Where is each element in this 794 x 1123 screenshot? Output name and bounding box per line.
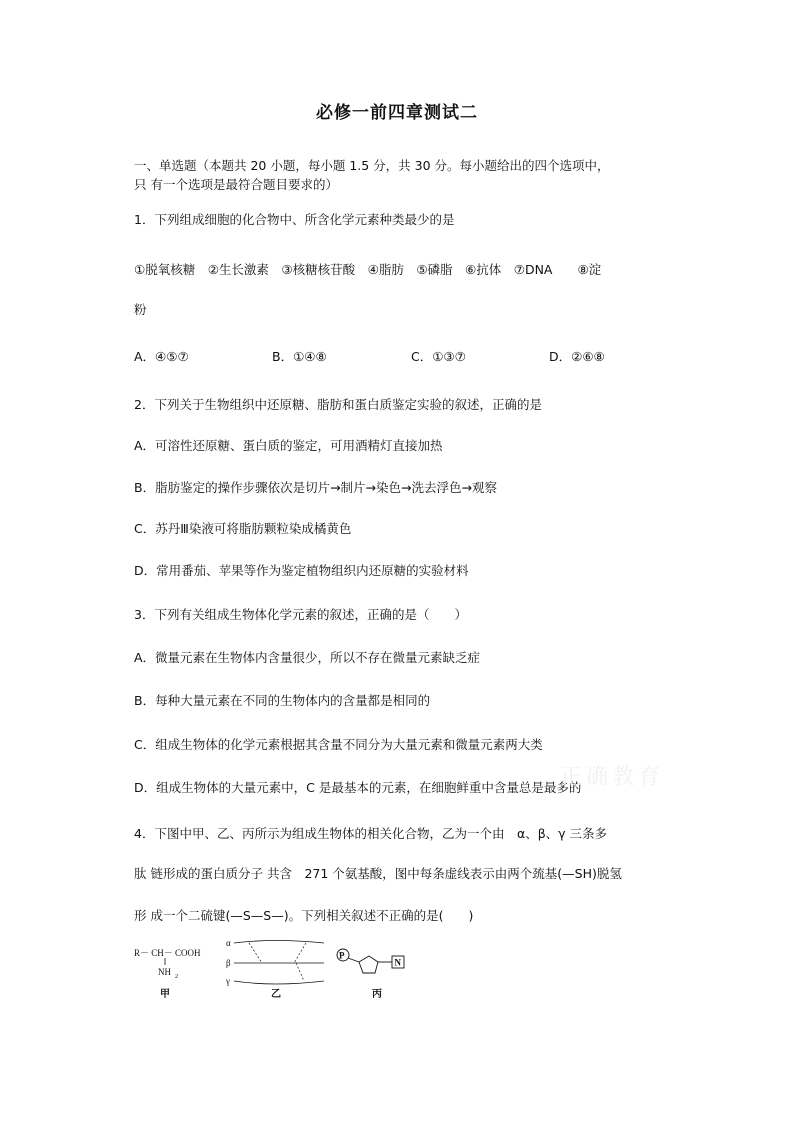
- jia-subscript: 2: [175, 974, 178, 980]
- q3-option-d: D．组成生物体的大量元素中，C 是最基本的元素，在细胞鲜重中含量总是最多的: [134, 780, 582, 795]
- yi-gamma-chain: [234, 981, 324, 984]
- figure-yi: [225, 938, 324, 1000]
- q4-stem-line3: 形 成一个二硫键(—S—S—)。下列相关叙述不正确的是( ): [134, 908, 474, 923]
- q1-stem: 1．下列组成细胞的化合物中、所含化学元素种类最少的是: [134, 212, 455, 227]
- q1-option-a: A．④⑤⑦: [134, 349, 189, 364]
- q4-stem-line2: 肽 链形成的蛋白质分子 共含 271 个氨基酸，图中每条虚线表示由两个巯基(—SH)脱氢: [134, 866, 622, 881]
- page-title: 必修一前四章测试二: [316, 103, 478, 123]
- section-header-line1: 一、单选题（本题共 20 小题，每小题 1.5 分，共 30 分。每小题给出的四个选项中，: [134, 158, 610, 173]
- yi-disulfide-bond: [296, 963, 304, 981]
- watermark: 正确教育: [560, 765, 665, 790]
- q2-stem: 2．下列关于生物组织中还原糖、脂肪和蛋白质鉴定实验的叙述，正确的是: [134, 397, 542, 412]
- jia-formula-bottom: NH: [158, 967, 171, 977]
- jia-label: 甲: [160, 989, 170, 1000]
- yi-beta-label: β: [226, 958, 231, 968]
- jia-formula-top: R－ CH－ COOH: [134, 948, 201, 958]
- bing-base-label: N: [394, 957, 401, 968]
- q3-option-a: A．微量元素在生物体内含量很少，所以不存在微量元素缺乏症: [134, 650, 481, 665]
- q2-option-a: A．可溶性还原糖、蛋白质的鉴定，可用酒精灯直接加热: [134, 438, 443, 453]
- yi-disulfide-bond: [249, 943, 262, 963]
- figure-bing: [337, 949, 404, 1000]
- yi-alpha-label: α: [226, 938, 231, 948]
- section-header-line2: 只 有一个选项是最符合题目要求的）: [134, 177, 338, 192]
- q4-figure: [134, 934, 434, 1004]
- bing-label: 丙: [372, 989, 382, 1000]
- bing-phosphate-label: P: [339, 950, 345, 961]
- pentose-ring: [359, 956, 378, 973]
- q1-option-d: D．②⑥⑧: [549, 349, 605, 364]
- q1-items-line2: 粉: [134, 302, 147, 317]
- yi-disulfide-bond: [294, 943, 306, 963]
- figure-jia: [134, 948, 201, 1000]
- q3-stem: 3．下列有关组成生物体化学元素的叙述，正确的是（ ）: [134, 607, 467, 622]
- q1-option-b: B．①④⑧: [272, 349, 327, 364]
- yi-gamma-label: γ: [226, 976, 230, 986]
- q2-option-b: B．脂肪鉴定的操作步骤依次是切片→制片→染色→洗去浮色→观察: [134, 480, 497, 495]
- q1-items-line1: ①脱氧核糖 ②生长激素 ③核糖核苷酸 ④脂肪 ⑤磷脂 ⑥抗体 ⑦DNA ⑧淀: [134, 262, 602, 277]
- q3-option-c: C．组成生物体的化学元素根据其含量不同分为大量元素和微量元素两大类: [134, 737, 543, 752]
- q4-figure-svg: [134, 934, 434, 1004]
- q3-option-b: B．每种大量元素在不同的生物体内的含量都是相同的: [134, 693, 431, 708]
- q4-stem-line1: 4．下图中甲、乙、丙所示为组成生物体的相关化合物，乙为一个由 α、β、γ 三条多: [134, 826, 608, 841]
- q2-option-c: C．苏丹Ⅲ染液可将脂肪颗粒染成橘黄色: [134, 521, 352, 536]
- yi-label: 乙: [271, 989, 281, 1000]
- q2-option-d: D．常用番茄、苹果等作为鉴定植物组织内还原糖的实验材料: [134, 563, 469, 578]
- yi-alpha-chain: [234, 941, 324, 944]
- q1-option-c: C．①③⑦: [411, 349, 466, 364]
- bing-bond-line: [348, 958, 359, 962]
